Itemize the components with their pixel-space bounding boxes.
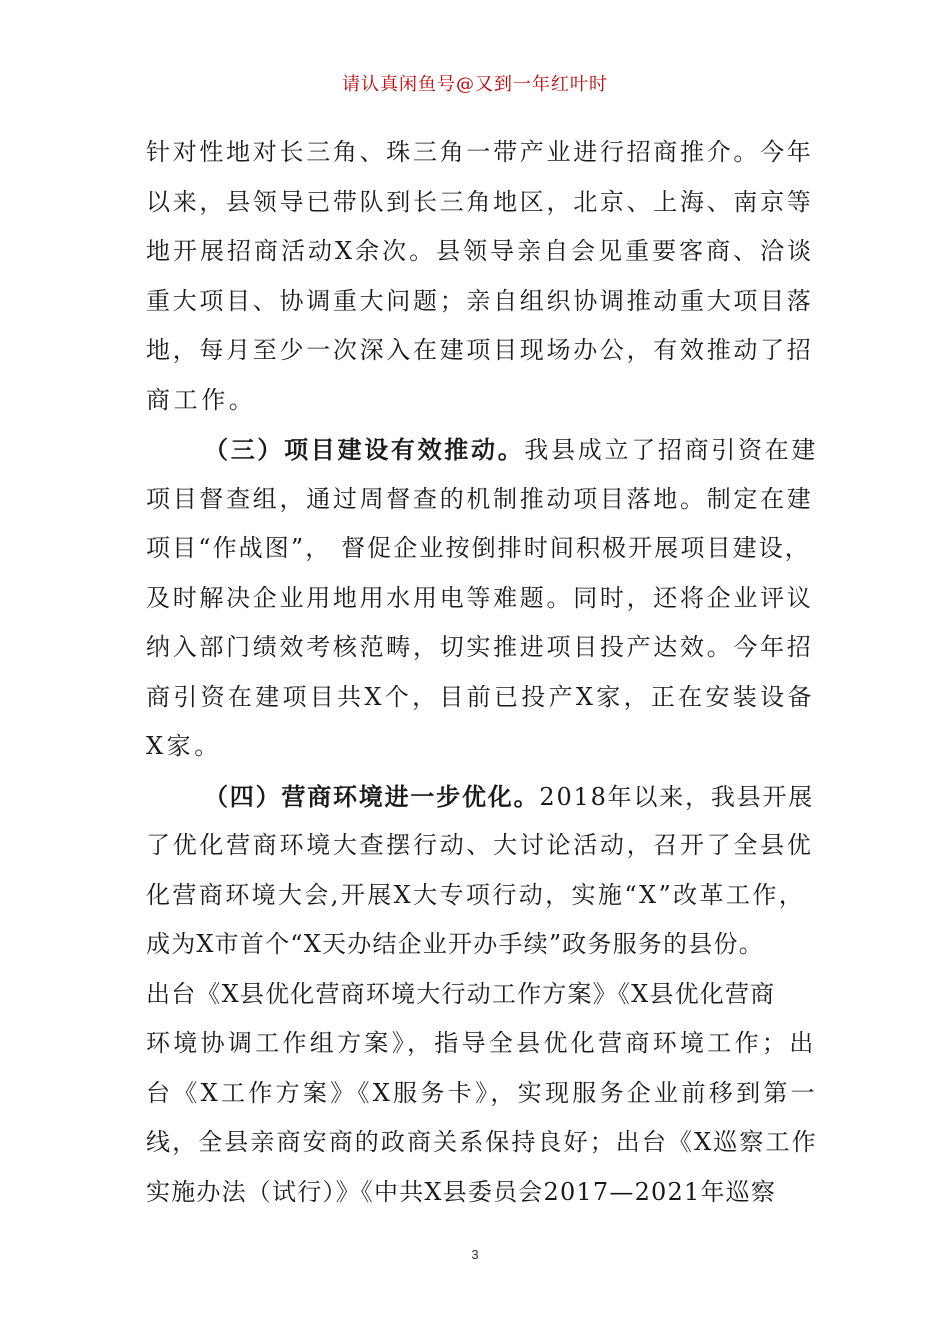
text-line: 商工作。 — [146, 385, 257, 414]
section-heading: （三）项目建设有效推动。 — [204, 435, 525, 464]
text-line: 成为X市首个“X天办结企业开办手续”政务服务的县份。 — [146, 930, 764, 958]
text-run: 2018年以来，我县开展 — [539, 782, 815, 811]
text-run: 我县成立了招商引资在建 — [524, 436, 819, 464]
text-line: 地开展招商活动X余次。县领导亲自会见重要客商、洽谈 — [146, 237, 815, 265]
text-line: 台《X工作方案》《X服务卡》，实现服务企业前移到第一 — [146, 1078, 818, 1107]
section-heading: （四）营商环境进一步优化。 — [204, 781, 540, 811]
text-line: 纳入部门绩效考核范畴，切实推进项目投产达效。今年招 — [146, 633, 814, 661]
paragraph — [146, 425, 819, 772]
document-body — [146, 128, 819, 1217]
paragraph — [146, 128, 816, 425]
text-line: 实施办法（试行）》《中共X县委员会2017—2021年巡察 — [146, 1177, 777, 1206]
text-line: 地，每月至少一次深入在建项目现场办公，有效推动了招 — [146, 336, 814, 364]
page-number: 3 — [471, 1247, 479, 1262]
text-line: 重大项目、协调重大问题；亲自组织协调推动重大项目落 — [146, 286, 814, 315]
text-line: 线，全县亲商安商的政商关系保持良好；出台《X巡察工作 — [146, 1128, 818, 1156]
text-line: 了优化营商环境大查摆行动、大讨论活动，召开了全县优 — [146, 831, 814, 859]
text-line: 环境协调工作组方案》，指导全县优化营商环境工作；出 — [146, 1029, 817, 1057]
watermark-header: 请认真闲鱼号@又到一年红叶时 — [342, 74, 608, 95]
text-line: 化营商环境大会,开展X大专项行动，实施“X”改革工作， — [146, 880, 806, 909]
text-line: 项目督查组，通过周督查的机制推动项目落地。制定在建 — [146, 484, 814, 513]
text-line: X家。 — [146, 732, 222, 760]
text-line: 出台《X县优化营商环境大行动工作方案》《X县优化营商 — [146, 979, 776, 1008]
text-line — [146, 425, 819, 475]
text-line: 及时解决企业用地用水用电等难题。同时，还将企业评议 — [146, 583, 814, 612]
paragraph — [146, 772, 816, 1218]
text-line: 针对性地对长三角、珠三角一带产业进行招商推介。今年 — [146, 138, 814, 166]
text-line: 项目“作战图”， 督促企业按倒排时间积极开展项目建设， — [146, 534, 811, 562]
text-line: 以来，县领导已带队到长三角地区，北京、上海、南京等 — [146, 187, 814, 216]
text-line: 商引资在建项目共X个，目前已投产X家，正在安装设备 — [146, 682, 815, 711]
text-line — [146, 772, 816, 822]
